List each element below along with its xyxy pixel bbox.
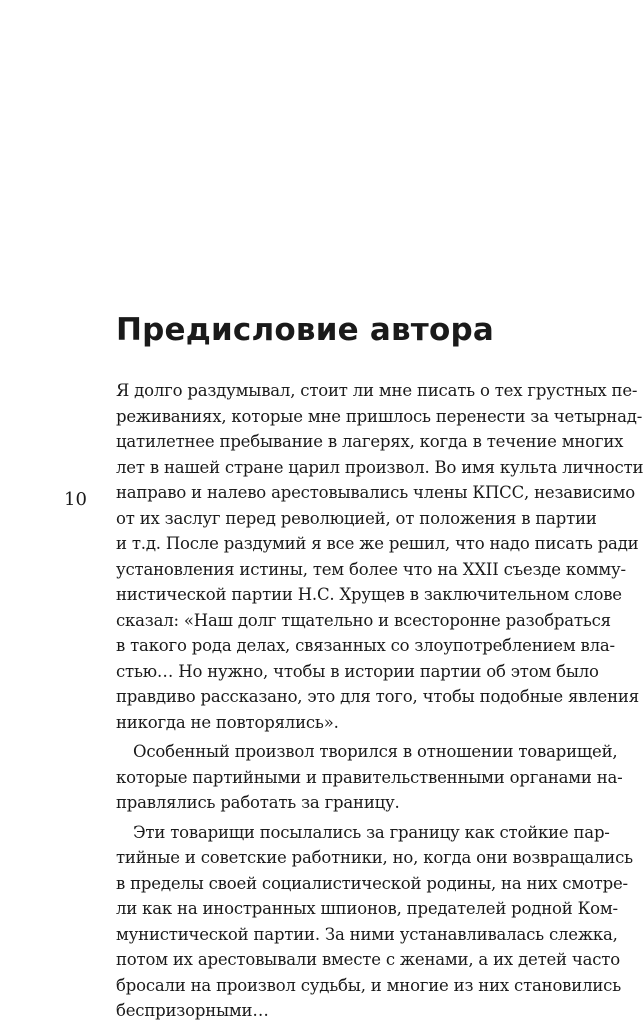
text-line: Эти товарищи посылались за границу как стойкие пар- [133,822,610,842]
chapter-title: Предисловие автора [116,312,494,348]
text-line: ли как на иностранных шпионов, предателей родной Ком- [116,899,618,918]
paragraph [116,820,633,1024]
paragraph [116,739,623,816]
text-line: в пределы своей социалистической родины, на них смотре- [116,873,628,893]
text-line: бросали на произвол судьбы, и многие из них становились [116,975,621,995]
text-line: правлялись работать за границу. [116,793,400,812]
page-number: 10 [64,489,87,510]
text-line: мунистической партии. За ними устанавливалась слежка, [116,924,618,944]
text-line: сказал: «Наш долг тщательно и всесторонне разобраться [116,610,611,630]
body-text [116,378,644,1024]
text-line: беспризорными… [116,1001,269,1020]
text-line: нистической партии Н.С. Хрущев в заключительном слове [116,585,622,604]
text-line: потом их арестовывали вместе с женами, а их детей часто [116,950,620,969]
text-line: стью… Но нужно, чтобы в истории партии об этом было [116,661,599,681]
text-line: Я долго раздумывал, стоит ли мне писать о тех грустных пе- [116,381,638,400]
text-line: и т.д. После раздумий я все же решил, что надо писать ради [116,534,639,553]
text-line: цатилетнее пребывание в лагерях, когда в течение многих [116,432,624,451]
text-line: лет в нашей стране царил произвол. Во имя культа личности [116,457,644,477]
text-line: установления истины, тем более что на XXII съезде комму- [116,559,626,579]
text-line: от их заслуг перед революцией, от положения в партии [116,508,597,528]
text-line: направо и налево арестовывались члены КПСС, независимо [116,483,635,502]
text-line: реживаниях, которые мне пришлось перенести за четырнад- [116,406,643,426]
text-line: никогда не повторялись». [116,712,339,732]
text-line: тийные и советские работники, но, когда они возвращались [116,848,633,867]
text-line: которые партийными и правительственными органами на- [116,767,623,787]
text-line: в такого рода делах, связанных со злоупотреблением вла- [116,636,615,655]
text-line: правдиво рассказано, это для того, чтобы подобные явления [116,687,639,706]
paragraph [116,378,644,735]
text-line: Особенный произвол творился в отношении товарищей, [133,742,618,761]
